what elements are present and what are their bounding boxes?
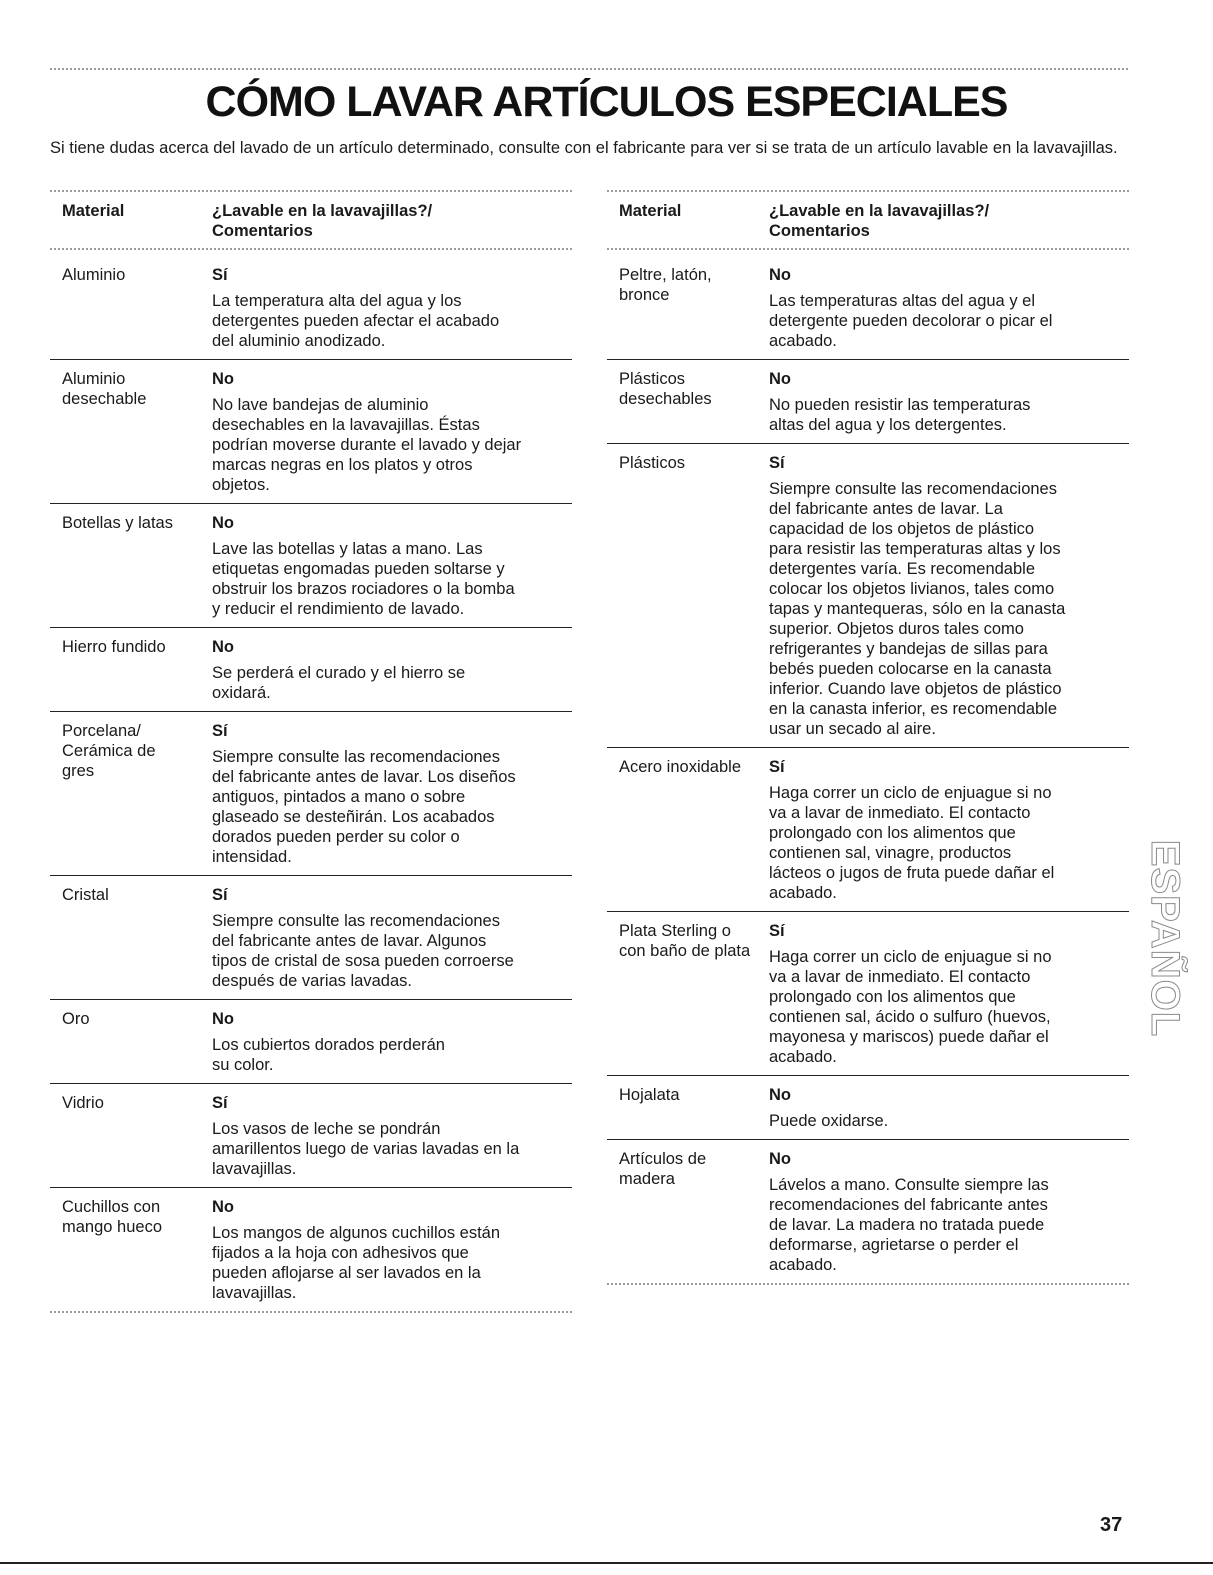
table-row (607, 256, 1129, 360)
wash-info (212, 265, 572, 351)
header-comments: ¿Lavable en la lavavajillas?/ Comentarios (212, 202, 433, 240)
dishwasher-safe-answer: Sí (212, 722, 228, 740)
comment-text: La temperatura alta del agua y los detergentes pueden afectar el acabado del aluminio anodizado. (212, 292, 500, 350)
language-side-tab (1135, 818, 1195, 1058)
wash-info (769, 453, 1129, 739)
comment-text: Se perderá el curado y el hierro se oxidará. (212, 664, 466, 702)
material-name: Plásticos desechables (619, 370, 712, 408)
wash-info (212, 1093, 572, 1179)
material-name: Hierro fundido (62, 638, 166, 656)
dishwasher-safe-answer: No (769, 1086, 791, 1104)
material-name: Hojalata (619, 1086, 680, 1104)
table-row (607, 360, 1129, 444)
table-row (50, 504, 572, 628)
comment-text: Los cubiertos dorados perderán su color. (212, 1036, 445, 1074)
table-header (607, 190, 1129, 250)
wash-info (769, 921, 1129, 1067)
comment-text: Haga correr un ciclo de enjuague si no va a lavar de inmediato. El contacto prolongado con los alimentos que contienen sal, ácido o sulfuro (huevos, mayonesa y mariscos) puede dañar el acabado. (769, 948, 1052, 1066)
material-name: Aluminio (62, 266, 126, 284)
wash-info (769, 1085, 1129, 1131)
comment-text: Siempre consulte las recomendaciones del fabricante antes de lavar. La capacidad de los objetos de plástico para resistir las temperaturas altas y los detergentes varía. Es recomendable colocar los objetos livianos, tales como tapas y mantequeras, sólo en la canasta superior. Objetos duros tales como refrigerantes y bandejas de sillas para bebés pueden colocarse en la canasta inferior. Cuando lave objetos de plástico en la canasta inferior, es recomendable usar un secado al aire. (769, 480, 1066, 738)
material-name: Acero inoxidable (619, 758, 741, 776)
material-name: Cuchillos con mango hueco (62, 1198, 162, 1236)
material-name: Oro (62, 1010, 90, 1028)
dishwasher-safe-answer: No (212, 514, 234, 532)
table-row (607, 1140, 1129, 1285)
wash-info (769, 265, 1129, 351)
dishwasher-safe-answer: No (769, 370, 791, 388)
material-name: Aluminio desechable (62, 370, 147, 408)
comment-text: Los vasos de leche se pondrán amarillentos luego de varias lavadas en la lavavajillas. (212, 1120, 520, 1178)
dishwasher-safe-answer: No (769, 266, 791, 284)
page-title: CÓMO LAVAR ARTÍCULOS ESPECIALES (205, 78, 1008, 126)
wash-info (212, 1009, 572, 1075)
wash-info (212, 885, 572, 991)
material-name: Botellas y latas (62, 514, 173, 532)
dishwasher-safe-answer: Sí (769, 758, 785, 776)
wash-info (212, 513, 572, 619)
wash-info (769, 369, 1129, 435)
rows-right (607, 256, 1129, 1285)
comment-text: Siempre consulte las recomendaciones del fabricante antes de lavar. Los diseños antiguos, pintados a mano o sobre glaseado se desteñirán. Los acabados dorados pueden perder su color o intensidad. (212, 748, 516, 866)
table-row (50, 360, 572, 504)
wash-info (212, 721, 572, 867)
dishwasher-safe-answer: No (212, 370, 234, 388)
dishwasher-safe-answer: No (212, 638, 234, 656)
table-row (607, 1076, 1129, 1140)
comment-text: Los mangos de algunos cuchillos están fijados a la hoja con adhesivos que pueden aflojarse al ser lavados en la lavavajillas. (212, 1224, 501, 1302)
comment-text: Lave las botellas y latas a mano. Las etiquetas engomadas pueden soltarse y obstruir los brazos rociadores o la bomba y reducir el rendimiento de lavado. (212, 540, 515, 618)
wash-info (769, 757, 1129, 903)
header-material: Material (619, 202, 682, 220)
wash-info (212, 1197, 572, 1303)
header-material: Material (62, 202, 125, 220)
language-label: ESPAÑOL (1143, 839, 1188, 1037)
top-rule (50, 68, 1128, 70)
dishwasher-safe-answer: Sí (212, 886, 228, 904)
table-header (50, 190, 572, 250)
material-name: Plásticos (619, 454, 686, 472)
dishwasher-safe-answer: Sí (212, 266, 228, 284)
table-row (50, 1000, 572, 1084)
material-name: Cristal (62, 886, 109, 904)
material-name: Artículos de madera (619, 1150, 707, 1188)
table-row (50, 256, 572, 360)
intro-paragraph: Si tiene dudas acerca del lavado de un artículo determinado, consulte con el fabricante para ver si se trata de un artículo lavable en la lavavajillas. (50, 139, 1118, 157)
table-row (607, 748, 1129, 912)
dishwasher-safe-answer: Sí (769, 454, 785, 472)
table-left (50, 190, 572, 1313)
dishwasher-safe-answer: No (212, 1010, 234, 1028)
dishwasher-safe-answer: Sí (769, 922, 785, 940)
material-name: Peltre, latón, bronce (619, 266, 712, 304)
wash-info (212, 369, 572, 495)
table-row (50, 628, 572, 712)
bottom-rule (0, 1562, 1213, 1564)
material-name: Vidrio (62, 1094, 104, 1112)
table-row (607, 444, 1129, 748)
dishwasher-safe-answer: No (212, 1198, 234, 1216)
header-comments: ¿Lavable en la lavavajillas?/ Comentarios (769, 202, 990, 240)
page-number: 37 (1100, 1514, 1123, 1536)
comment-text: Siempre consulte las recomendaciones del fabricante antes de lavar. Algunos tipos de cristal de sosa pueden corroerse después de varias lavadas. (212, 912, 514, 990)
comment-text: No lave bandejas de aluminio desechables en la lavavajillas. Éstas podrían moverse durante el lavado y dejar marcas negras en los platos y otros objetos. (212, 396, 522, 494)
table-right (607, 190, 1129, 1285)
table-row (50, 1084, 572, 1188)
comment-text: Puede oxidarse. (769, 1112, 889, 1130)
rows-left (50, 256, 572, 1313)
table-row (50, 1188, 572, 1313)
material-name: Porcelana/ Cerámica de gres (62, 722, 156, 780)
table-row (50, 712, 572, 876)
dishwasher-safe-answer: Sí (212, 1094, 228, 1112)
material-name: Plata Sterling o con baño de plata (619, 922, 751, 960)
wash-info (769, 1149, 1129, 1275)
comment-text: Haga correr un ciclo de enjuague si no va a lavar de inmediato. El contacto prolongado con los alimentos que contienen sal, vinagre, productos lácteos o jugos de fruta puede dañar el acabado. (769, 784, 1055, 902)
table-row (50, 876, 572, 1000)
dishwasher-safe-answer: No (769, 1150, 791, 1168)
comment-text: No pueden resistir las temperaturas altas del agua y los detergentes. (769, 396, 1031, 434)
comment-text: Lávelos a mano. Consulte siempre las recomendaciones del fabricante antes de lavar. La madera no tratada puede deformarse, agrietarse o perder el acabado. (769, 1176, 1049, 1274)
wash-info (212, 637, 572, 703)
table-row (607, 912, 1129, 1076)
comment-text: Las temperaturas altas del agua y el detergente pueden decolorar o picar el acabado. (769, 292, 1053, 350)
